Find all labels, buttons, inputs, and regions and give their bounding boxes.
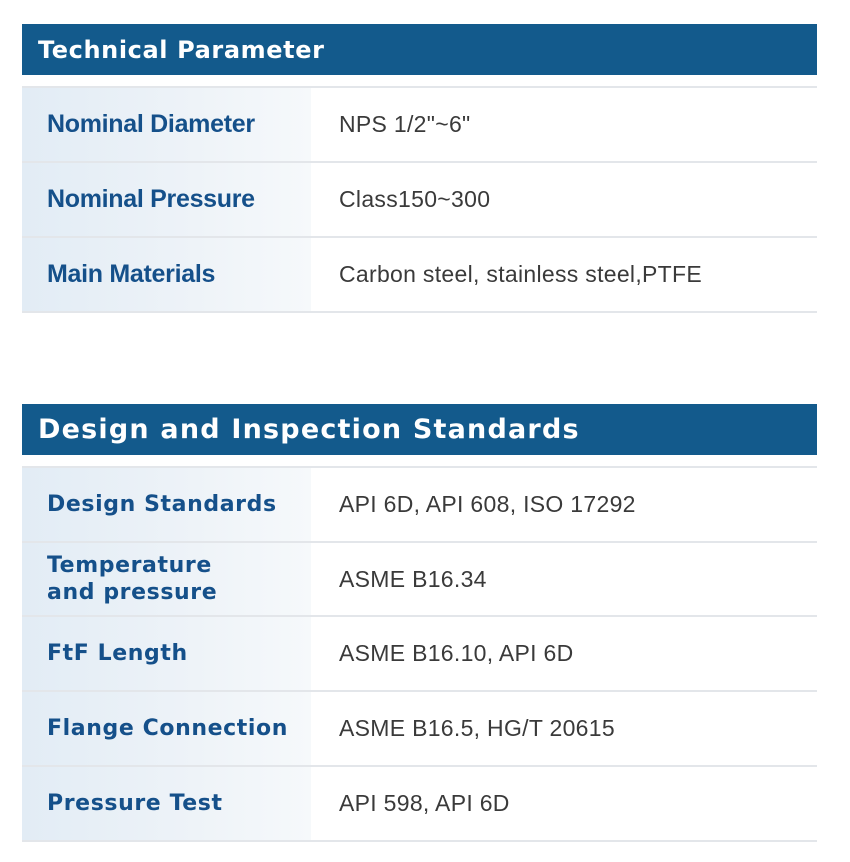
row-value: ASME B16.5, HG/T 20615: [311, 692, 817, 765]
row-value: API 6D, API 608, ISO 17292: [311, 468, 817, 541]
section-title: Technical Parameter: [38, 35, 325, 64]
technical-parameter-header: [22, 24, 817, 75]
section-title: Design and Inspection Standards: [38, 414, 580, 445]
row-value: NPS 1/2"~6": [311, 88, 817, 161]
row-label: Design Standards: [22, 468, 311, 541]
row-value: Carbon steel, stainless steel,PTFE: [311, 238, 817, 311]
table-row: [22, 468, 817, 543]
table-row: [22, 543, 817, 617]
table-row: [22, 767, 817, 842]
row-value: API 598, API 6D: [311, 767, 817, 840]
table-row: [22, 238, 817, 313]
table-row: [22, 163, 817, 238]
row-label: Nominal Pressure: [22, 163, 311, 236]
row-label: Temperature and pressure: [22, 543, 311, 615]
design-inspection-standards-section: [22, 404, 817, 842]
row-value: ASME B16.34: [311, 543, 817, 615]
row-label: Main Materials: [22, 238, 311, 311]
design-inspection-standards-header: [22, 404, 817, 455]
row-label: Flange Connection: [22, 692, 311, 765]
table-row: [22, 617, 817, 692]
technical-parameter-table: [22, 86, 817, 313]
row-value: Class150~300: [311, 163, 817, 236]
row-value: ASME B16.10, API 6D: [311, 617, 817, 690]
design-inspection-standards-table: [22, 466, 817, 842]
row-label: Pressure Test: [22, 767, 311, 840]
table-row: [22, 88, 817, 163]
technical-parameter-section: [22, 24, 817, 313]
row-label: Nominal Diameter: [22, 88, 311, 161]
table-row: [22, 692, 817, 767]
row-label: FtF Length: [22, 617, 311, 690]
